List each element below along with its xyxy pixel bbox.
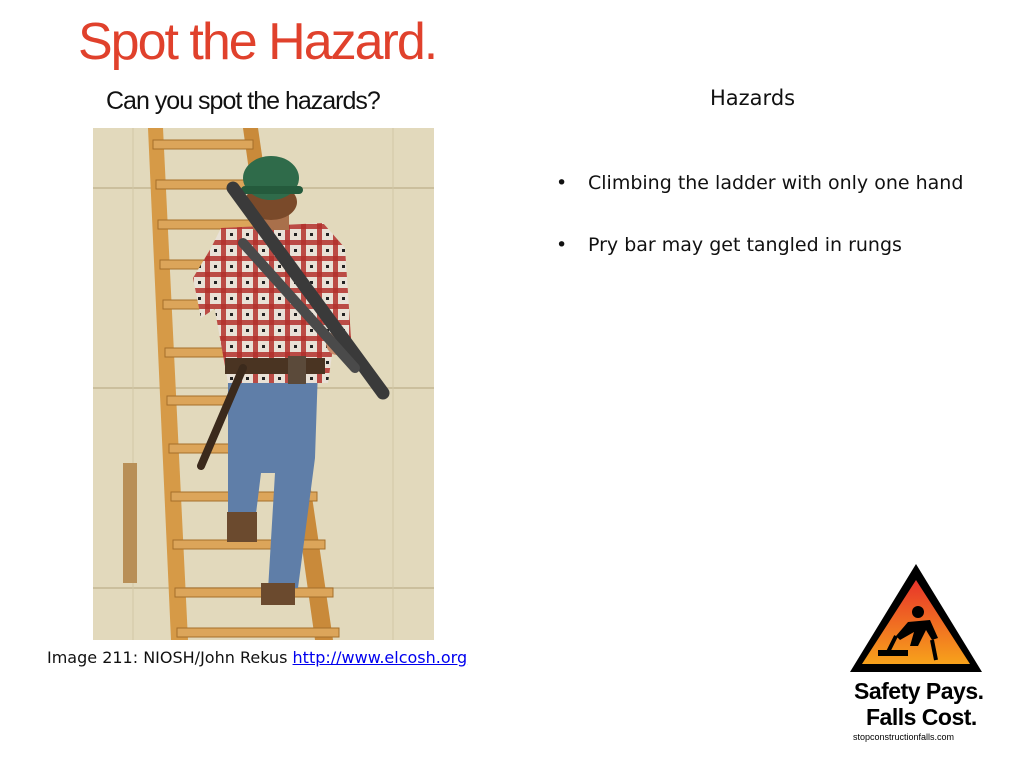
safety-pays-logo — [848, 560, 998, 750]
slide-title: Spot the Hazard. — [78, 13, 437, 71]
logo-line-2: Falls Cost. — [866, 704, 977, 730]
hazards-list — [556, 168, 966, 292]
logo-url: stopconstructionfalls.com — [853, 732, 955, 742]
caption-text: Image 211: NIOSH/John Rekus — [47, 648, 293, 667]
hazards-heading: Hazards — [710, 86, 796, 110]
image-caption — [47, 648, 467, 667]
bullet-icon: • — [556, 234, 568, 256]
worker-ladder-photo — [93, 128, 434, 640]
hazard-text: Pry bar may get tangled in rungs — [588, 234, 902, 256]
worker-climbing-ladder-image — [93, 128, 434, 640]
hazard-text: Climbing the ladder with only one hand — [588, 172, 964, 194]
hazard-item — [556, 230, 966, 260]
hazard-item — [556, 168, 966, 198]
warning-triangle-icon — [848, 560, 998, 680]
slide-subtitle: Can you spot the hazards? — [106, 87, 380, 115]
bullet-icon: • — [556, 172, 568, 194]
logo-line-1: Safety Pays. — [854, 678, 984, 704]
elcosh-link[interactable]: http://www.elcosh.org — [292, 648, 468, 667]
